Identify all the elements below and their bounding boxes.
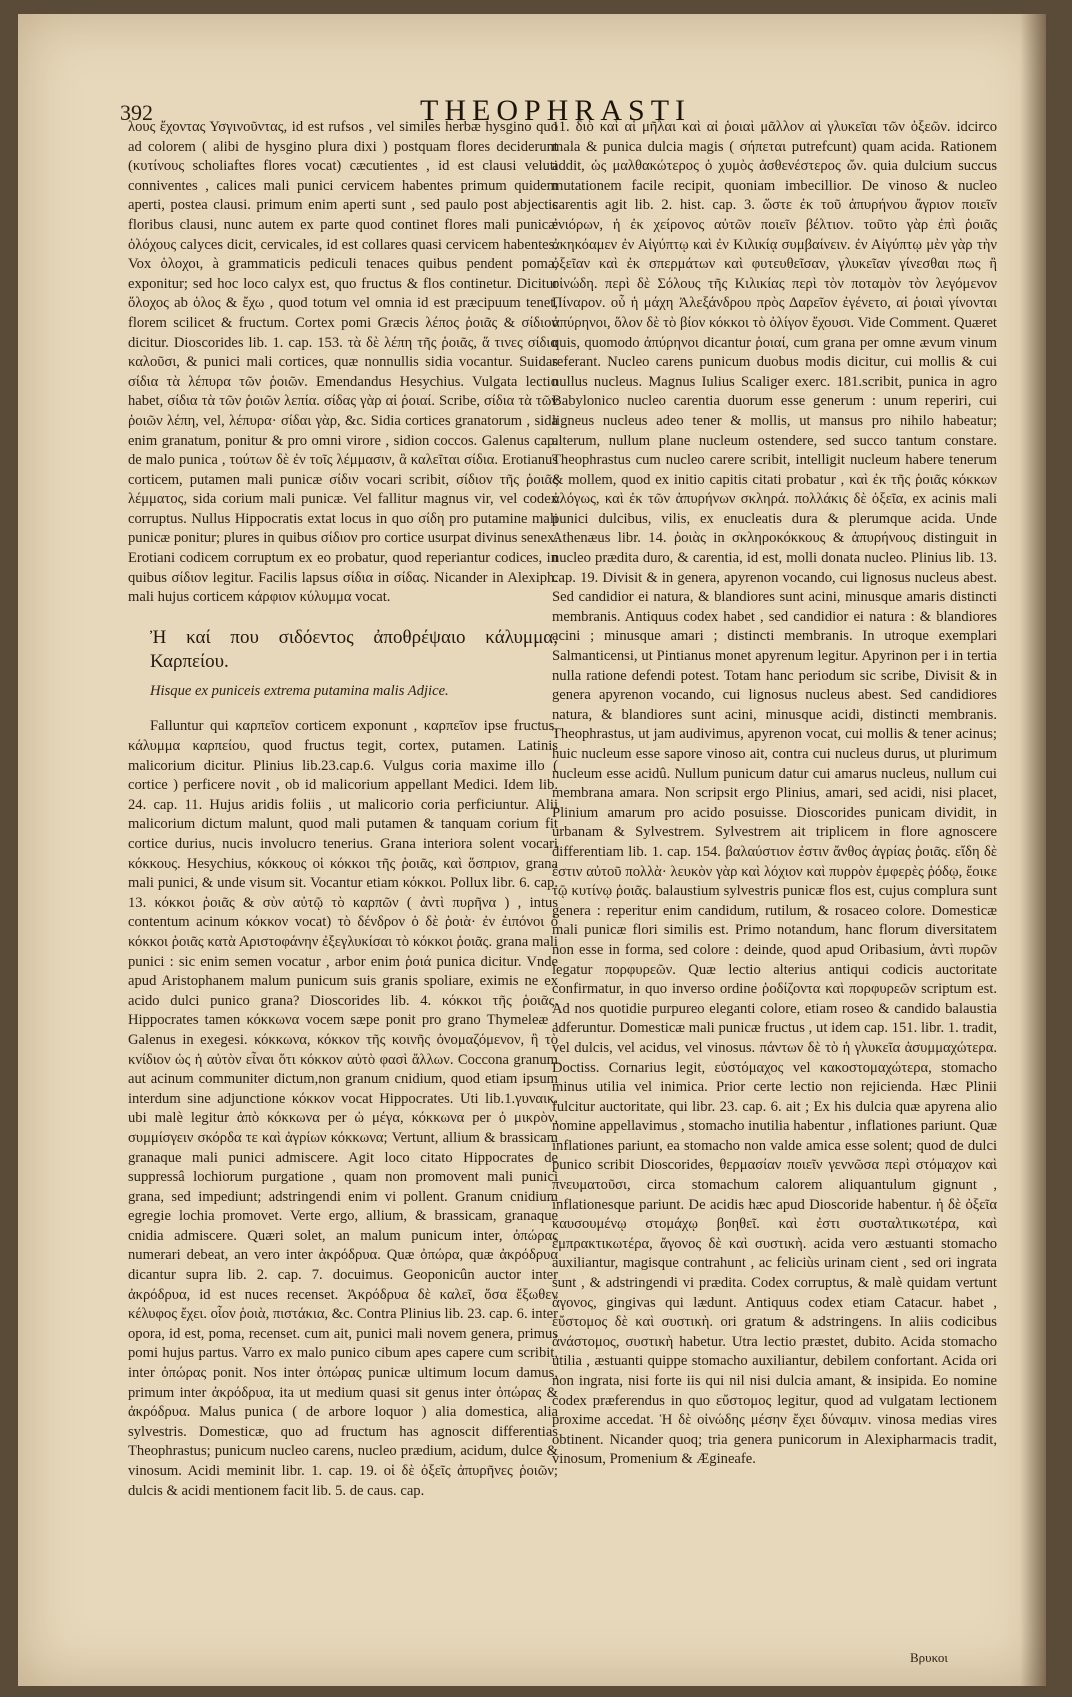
left-paragraph-1: λους ἔχοντας Υσγινοῦντας, id est rufsos , vel similes herbæ hysgino quo ad colorem ( alibi de hysgino plura dixi ) postquam flores deciderunt (κυτίνους scholiaftes flores vocat) cæcutientes , id est clausi veluti conniventes , calices mali punici cervicem habentes primum quidem aperti, postea clausi. primum enim aperti sunt , sed paulo post abjectis floribus clausi, nunc autem ex parte quod continet flores mali punicæ ὁλόχους calyces dicit, cervicales, id est collares quasi cervicem habentes. Vox ὁλοχοι, à grammaticis pediculi tenaces quibus pendent poma, exponitur; sed hoc loco calyx est, quo fructus & flos continetur. Dicitur ὅλοχος ab ὁλος & ἔχω , quod totum vel omnia id est præcipuum tenet, florem scilicet & fructum. Cortex pomi Græcis λέπος ῥοιᾶς & σίδιον dicitur. Dioscorides lib. 1. cap. 153. τὰ δὲ λέπη τῆς ῥοιᾶς, ἅ τινες σίδια καλοῦσι, & punici mali cortices, quæ nonnullis sidia vocantur. Suidas σίδια τὰ λέπυρα τῶν ῥοιῶν. Emendandus Hesychius. Vulgata lectio habet, σίδια τὰ τῶν ῥοιῶν λεπία. σίδας γὰρ αἱ ῥοιαί. Scribe, σίδια τὰ τῶν ῥοιῶν λέπη, vel, λέπυρα· σίδαι γὰρ, &c. Sidia cortices granatorum , sida enim granatum, ponitur & pro omni virore , sidion coccos. Galenus cap. de malo punica , τούτων δὲ ἐν τοῖς λέμμασιν, ἃ καλεῖται σίδια. Erotianus corticem, putamen mali punicæ σίδιν vocari scribit, σίδιον τῆς ῥοιᾶς λέμματος, sida corium mali punicæ. Vel fallitur magnus vir, vel codex corruptus. Nullus Hippocratis extat locus in quo σίδη pro putamine mali punicæ ponitur; plures in quibus σίδιον pro cortice usurpat divinus senex. Erotiani codicem corruptum ex eo probatur, quod reperiantur codices, in quibus σίδιον legitur. Facilis lapsus σίδια in σίδας. Nicander in Alexiph. mali hujus corticem κάρφιον κύλυμμα vocat. <box>128 119 558 606</box>
left-paragraph-2: Falluntur qui καρπεῖον corticem exponunt , καρπεῖον ipse fructus, κάλυμμα καρπείου, quod fructus tegit, cortex, putamen. Latinis malicorium dicitur. Plinius lib.23.cap.6. Vulgus coria maxime illo ( cortice ) perficere novit , ob id malicorium appellant Medici. Idem lib. 24. cap. 11. Hujus aridis foliis , ut malicorio coria perficiuntur. Alii malicorium dictum malunt, quod mali putamen & tanquam corium fit cortice durius, nucis involucro tenerius. Grana interiora solent vocari κόκκους. Hesychius, κόκκους οἱ κόκκοι τῆς ῥοιᾶς, καὶ ὅσπριον, grana mali punici, & unde visum sit. Vocantur etiam κόκκοι. Pollux libr. 6. cap. 13. κόκκοι ῥοιᾶς & σὺν αὐτῷ τὸ καρπῶν ( ἀντὶ πυρῆνα ) , intus contentum acinum κόκκον vocat) τὸ δένδρον ὁ δὲ ῥοιὰ· ἐν ἐιπόνοι ὁ κόκκοι ῥοιᾶς κατὰ Αριστοφάνην ἐξεγλυκίσαι τὸ κόκκοι ῥοιᾶς. grana mali punici : sic enim semen vocatur , arbor enim ῥοιά punica dicitur. Vnde apud Aristophanem malum punicum suis granis spoliare, eximis ne ex acido dulci punico grana? Dioscorides lib. 4. κόκκοι τῆς ῥοιᾶς. Hippocrates tamen κόκκωνα vocem sæpe ponit pro grano Thymeleæ , Galenus in exegesi. κόκκωνα, κόκκον τῆς κοινῆς ὀνομαζόμενον, ἢ τὸ κνίδιον ὡς ἡ αὐτὸν εἶναι ὅτι κόκκον αὐτὸ φασὶ ἄλλων. Coccona granum aut acinum communiter dictum,non granum cnidium, quod etiam ipsum interdum sine adjunctione κόκκον vocat Hippocrates. Uti lib.1.γυναικ. ubi malè legitur ἀπὸ κόκκωνα per ὠ μέγα, κόκκωνα per ὀ μικρὸν, συμμίσγειν σκόρδα τε καὶ ἀγρίων κόκκωνα; Vertunt, allium & brassicam granaque mali punici admiscere. Agit loco citato Hippocrates de suppressâ lochiorum purgatione , quam non promovent mali punici grana, sed impediunt; adstringendi enim vi pollent. Granum cnidium egregie lochia promovet. Verte ergo, allium, & brassicam, granaque cnidia admiscere. Quæri solet, an malum punicum inter, ὀπώρας numerari debeat, an vero inter ἀκρόδρυα. Quæ ὀπώρα, quæ ἀκρόδρυα dicantur supra lib. 2. cap. 7. docuimus. Geoponicûn auctor inter ἀκρόδρυα, id est nuces recenset. Ἀκρόδρυα δὲ καλεῖ, ὅσα ἔξωθεν κέλυφος ἔχει. οἷον ῥοιὰ, πιστάκια, &c. Contra Plinius lib. 23. cap. 6. inter opora, id est, poma, recenset. cum ait, punici mali novem genera, primus pomi hujus partus. Varro ex malo punico cibum apes capere cum scribit, inter ὀπώρας ponit. Nos inter ὀπώρας punicæ ultimum locum damus, primum inter ἀκρόδρυα, ita ut medium quasi sit genus inter ὀπώρας & ἀκρόδρυα. Malus punica ( de arbore loquor ) alia domestica, alia sylvestris. Domesticæ, quo ad fructum has agnoscit differentias Theophrastus; punicum nucleo carens, nucleo prædium, acidum, dulce & vinosum. Acidi meminit libr. 1. cap. 19. οἱ δὲ ὀξεῖς ἀπυρῆνες ῥοιῶν; dulcis & acidi mentionem facit lib. 5. de caus. cap. <box>128 718 558 1499</box>
catchword: Βρυκοι <box>910 1650 948 1665</box>
greek-verse-heading: Ἠ καί που σιδόεντος ἀποθρέψαιο κάλυμμα, Καρπείου. <box>150 626 558 672</box>
running-title: THEOPHRASTI <box>420 94 692 127</box>
right-paragraph-1: 11. διὸ καὶ αἱ μῆλαι καὶ αἱ ῥοιαὶ μᾶλλον αἱ γλυκεῖαι τῶν ὀξεῶν. idcirco mala & punica dulcia magis ( σήπεται putrefcunt) quam acida. Rationem addit, ὡς μαλθακώτερος ὁ χυμὸς ἀσθενέστερος ὤν. quia dulcium succus mutationem facile recipit, quoniam imbecillior. De vinoso & nucleo carentis agit lib. 2. hist. cap. 3. ὥστε ἐκ τοῦ ἀπυρήνου ἄγριον ποιεῖν ἐνιόρων, ἡ ἐκ χείρονος αὐτῶν ποιεῖν βέλτιον. τοῦτο γὰρ ἐπὶ ῥοιᾶς ἀκηκόαμεν ἐν Αἰγύπτῳ καὶ ἐν Κιλικίᾳ συμβαίνειν. ἐν Αἰγύπτῳ μὲν γὰρ τὴν ὀξεῖαν καὶ ἐκ σπερμάτων καὶ φυτευθεῖσαν, γλυκεῖαν γίνεσθαι πως ἢ οἰνώδη. περὶ δὲ Σόλους τῆς Κιλικίας περὶ τὸν ποταμὸν τὸν λεγόμενον Πίναρον. οὗ ἡ μάχη Ἀλεξάνδρου πρὸς Δαρεῖον ἐγένετο, αἱ ῥοιαὶ γίνονται ἀπύρηνοι, ὅλον δὲ τὸ βίον κόκκοι τὸ ὀλίγον ἔχουσι. Vide Comment. Quæret quis, quomodo ἀπύρηνοι dicantur ῥοιαί, cum grana per omne ævum vinum referant. Nucleo carens punicum duobus modis dicitur, cui mollis & cui nullus nucleus. Magnus Iulius Scaliger exerc. 181.scribit, punica in agro Babylonico nucleo carentia duorum esse generum : unum reperiri, cui ligneus nucleus adeo tener & mollis, ut mansus pro nihilo habeatur; alterum, nullum plane nucleum ostendere, sed succo tantum constare. Theophrastus cum nucleo carere scribit, intelligit nucleum habere tenerum & mollem, quod ex initio capitis citati probatur , καὶ ἐκ τῆς ῥοιᾶς κόκκων ἀλόγως, καὶ ἐκ τῶν ἀπυρήνων σκληρά. πολλάκις δὲ ὀξεῖα, ex acinis mali punici dulcibus, vilis, ex enucleatis dura & plerumque acida. Unde Athenæus libr. 14. ῥοιὰς in σκληροκόκκους & ἀπυρήνους distinguit in nucleo prædita duro, & carentia, id est, molli donata nucleo. Plinius lib. 13. cap. 19. Divisit & in genera, apyrenon vocando, cui lignosus nucleus abest. Sed candidior ei natura, & blandiores sunt acini, minusque amaris distincti membranis. Antiquus codex habet , sed candidior ei natura : & blandiores acini ; minusque amari ; distincti membranis. In utroque exemplari Salmanticensi, ut Pintianus monet apyrenum legitur. Apyrinon per i in tertia nulla ratione defendi potest. Totam hanc periodum sic scribe, Divisit & in genera apyrenon vocando, cui lignosus nucleus abest. Sed candidiores natura, & blandiores sunt acini, minusque acidi, distincti membranis. Theophrastus, ut jam audivimus, apyrenon vocat, cui mollis & tener acinus; huic nucleum esse sapore vinoso ait, contra cui nucleus durus, ut plurimum nucleum esse acidû. Nullum punicum datur cui amarus nucleus, nullum cui membrana amara. Non scripsit ergo Plinius, amari, sed acidi, nisi placet, Plinium amarum pro acido posuisse. Dioscorides punicam dividit, in urbanam & Sylvestrem. Sylvestrem ait triplicem in flore agnoscere differentiam lib. 1. cap. 154. βαλαύστιον ἐστιν ἄνθος ἀγρίας ῥοιᾶς. εἴδη δὲ ἐστιν αὐτοῦ πολλὰ· λευκὸν γὰρ καὶ λόχιον καὶ πυρρὸν ἐμφερὲς ῥόδῳ, ἔοικε τῷ κυτίνῳ ῥοιᾶς. balaustium sylvestris punicæ flos est, cujus complura sunt genera : reperitur enim candidum, rutilum, & rosaceo colore. Domesticæ mali punicæ flori similis est. Primo notandum, hanc florum diversitatem non esse in forma, sed colore : deinde, quod apud Oribasium, ἀντὶ πυρῶν legatur πορφυρεῶν. Quæ lectio alterius antiqui codicis auctoritate confirmatur, in quo inverso ordine ῥοδίζοντα καὶ πορφυρεῶν scriptum est. Ad nos quotidie purpureo eleganti colore, etiam roseo & candido balaustia adferuntur. Domesticæ mali punicæ fructus , ut idem cap. 151. libr. 1. tradit, vel dulcis, vel acidus, vel vinosus. πάντων δὲ τὸ ἡ γλυκεῖα ἀσυμμαχώτερα. Doctiss. Cornarius legit, εὐστόμαχος vel κακοστομαχώτερα, stomacho minus utilia vel inimica. Prior certe lectio non rejicienda. Hæc Plinii fulcitur auctoritate, qui libr. 23. cap. 6. ait ; Ex his dulcia quæ apyrena alio nomine appellavimus , stomacho inutilia habentur , inflationes pariunt. Quæ inflationes pariunt, ea stomacho non valde amica esse solent; quod de dulci punico scribit Dioscorides, θερμασίαν ποιεῖν γεννῶσα περὶ στόμαχον καὶ πνευματοῦσι, circa stomachum calorem aliquantulum gignunt , inflationesque pariunt. De acidis hæc apud Dioscoride habentur. ἡ δὲ ὀξεῖα καυσουμένῳ στομάχῳ βοηθεῖ. καὶ ἐστι συσταλτικωτέρα, καὶ ἐμπρακτικωτέρα, ἄγονος δὲ καὶ συστικὴ. acida vero æstuanti stomacho auxiliantur, magisque contrahunt , ac feliciùs urinam cient , sed ori ingrata sunt , & adstringendi vi prædita. Codex corruptus, & malè quidam vertunt ἄγονος, gingivas qui lædunt. Antiquus codex etiam Catacur. habet , εὔστομος δὲ καὶ συστικὴ. ori gratum & adstringens. In aliis codicibus ἀνάστομος, συστικὴ habetur. Utra lectio præstet, dubito. Acida stomacho utilia , æstuanti quippe stomacho auxiliantur, debilem confortant. Acida ori non ingrata, nisi forte iis qui nil nisi dulcia amant, & insipida. Eo nomine codex præferendus in quo εὔστομος legitur, quod ad vulgatam lectionem proxime accedat. Ἡ δὲ οἰνώδης μέσην ἔχει δύναμιν. vinosa medias vires obtinent. Nicander quoq; tria genera punicorum in Alexipharmacis tradit, vinosum, Promenium & Ægineafe. <box>552 119 997 1468</box>
latin-verse-translation: Hisque ex puniceis extrema putamina malis Adjice. <box>150 682 449 699</box>
left-column <box>128 118 558 1648</box>
page-gutter-shadow <box>1020 14 1046 1686</box>
page-number: 392 <box>120 100 153 125</box>
right-column <box>552 118 997 1648</box>
